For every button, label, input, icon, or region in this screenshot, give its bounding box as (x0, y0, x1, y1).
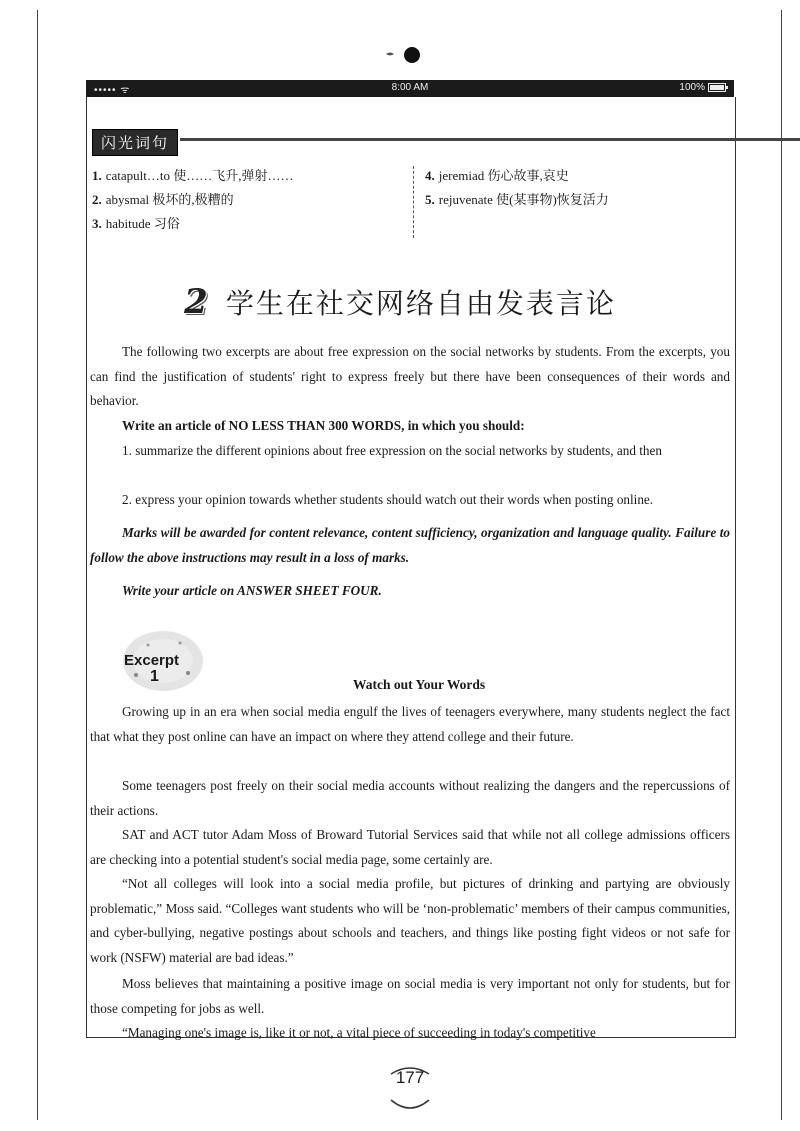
excerpt-paragraph: “Managing one's image is, like it or not, a vital piece of succeeding in today's competitive (122, 1025, 596, 1040)
section-title (0, 282, 800, 322)
battery-icon (708, 83, 726, 92)
left-margin-line (37, 10, 38, 1120)
battery-percent: 100% (679, 82, 705, 93)
battery-status (679, 82, 726, 93)
excerpt-paragraph: SAT and ACT tutor Adam Moss of Broward Tutorial Services said that while not all college admissions officers are checking into a potential student's social media page, some certainly are. (90, 827, 730, 867)
task-intro: The following two excerpts are about free expression on the social networks by students. From the excerpts, you can find the justification of students' right to express freely but there have been consequences of their words and behavior. (90, 344, 730, 408)
excerpt-paragraph: Growing up in an era when social media engulf the lives of teenagers everywhere, many students neglect the fact that what they post online can have an impact on where they attend college and their future. (90, 704, 730, 744)
vocab-item: 2. abysmal 极坏的,极糟的 (92, 192, 234, 207)
excerpt-number: 1 (150, 668, 159, 685)
vocab-item: 5. rejuvenate 使(某事物)恢复活力 (425, 192, 609, 207)
task-marks: Marks will be awarded for content relevance, content sufficiency, organization and language quality. Failure to follow the above instructions may result in a loss of marks. (90, 525, 730, 565)
excerpt-paragraph: Moss believes that maintaining a positive image on social media is very important not only for students, but for those competing for jobs as well. (90, 976, 730, 1016)
vocab-item: 1. catapult…to 使……飞升,弹射…… (92, 168, 294, 183)
section-heading: 学生在社交网络自由发表言论 (225, 287, 616, 320)
status-bar (86, 80, 734, 97)
excerpt-paragraph: “Not all colleges will look into a social media profile, but pictures of drinking and partying are obviously problematic,” Moss said. “Colleges want students who will be ‘non-problematic’ members of their campus communities, and cyber-bullying, negative postings about schools and teachers, and things like posting fight videos or not safe for work (NSFW) material are bad ideas.” (90, 876, 730, 965)
vocab-header (92, 130, 178, 154)
top-bullet-icon (360, 40, 440, 70)
section-number: 2 (184, 282, 210, 322)
right-margin-line (781, 10, 782, 1120)
excerpt-paragraph: Some teenagers post freely on their social media accounts without realizing the dangers and the repercussions of their actions. (90, 778, 730, 818)
vocab-divider (413, 166, 414, 238)
status-time: 8:00 AM (391, 82, 429, 93)
vocab-title: 闪光词句 (92, 129, 178, 156)
vocab-item: 4. jeremiad 伤心故事,哀史 (425, 168, 569, 183)
vocab-list-left (92, 164, 294, 236)
task-point-1: 1. summarize the different opinions about free expression on the social networks by students, and then (122, 443, 662, 458)
task-answer-sheet: Write your article on ANSWER SHEET FOUR. (122, 583, 382, 598)
vocab-rule (180, 138, 800, 141)
signal-icon: ••••• ᯤ (94, 85, 131, 96)
excerpt-title: Watch out Your Words (353, 677, 486, 692)
vocab-list-right (425, 164, 609, 212)
task-point-2: 2. express your opinion towards whether students should watch out their words when posting online. (122, 492, 654, 507)
vocab-item: 3. habitude 习俗 (92, 216, 180, 231)
task-instruction: Write an article of NO LESS THAN 300 WORDS, in which you should: (122, 418, 525, 433)
excerpt-label: Excerpt (124, 652, 180, 669)
page-number: 177 (395, 1068, 425, 1087)
